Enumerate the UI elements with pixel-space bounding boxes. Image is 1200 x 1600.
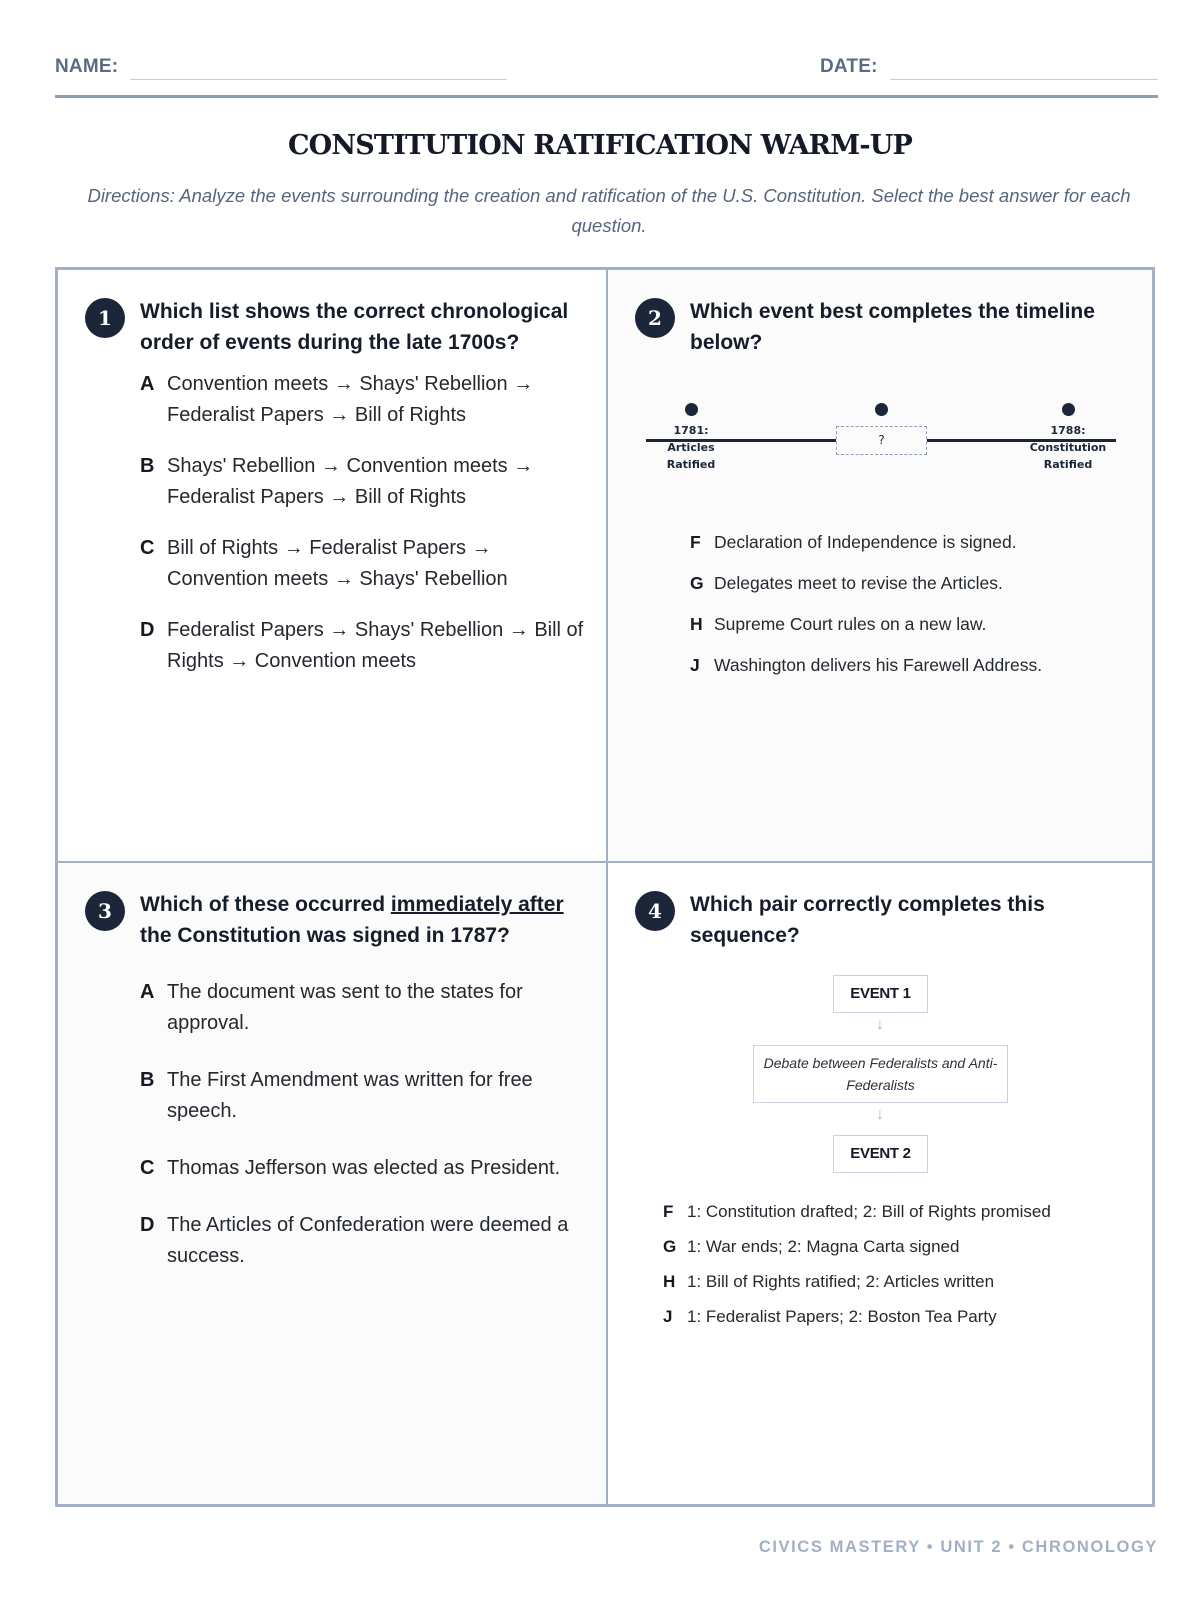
option-text: Bill of Rights → Federalist Papers → Convention meets → Shays' Rebellion [167, 537, 508, 590]
option-text: Convention meets → Shays' Rebellion → Federalist Papers → Bill of Rights [167, 373, 534, 426]
option-letter: D [140, 1214, 155, 1236]
question-4-options [663, 1200, 1051, 1340]
flow-middle-box: Debate between Federalists and Anti-Federalists [753, 1045, 1008, 1103]
option-letter: B [140, 455, 155, 477]
option-text: 1: Federalist Papers; 2: Boston Tea Party [687, 1307, 997, 1326]
option-text: Thomas Jefferson was elected as President. [167, 1157, 561, 1179]
question-4-text: Which pair correctly completes this sequence? [690, 893, 1045, 947]
option-letter: J [663, 1307, 673, 1326]
answer-option-j[interactable] [690, 653, 1042, 677]
worksheet-header [55, 52, 1158, 98]
answer-option-c[interactable] [140, 1153, 586, 1184]
question-1-panel [58, 270, 606, 861]
grid-horizontal-divider [58, 861, 1152, 863]
answer-option-j[interactable] [663, 1305, 1051, 1329]
option-letter: H [663, 1272, 676, 1291]
option-letter: C [140, 537, 155, 559]
footer-course-label: CIVICS MASTERY • UNIT 2 • CHRONOLOGY [758, 1538, 1158, 1556]
answer-option-a[interactable] [140, 977, 586, 1039]
question-3-text: Which of these occurred immediately after the Constitution was signed in 1787? [140, 893, 564, 947]
answer-option-d[interactable] [140, 615, 586, 677]
option-text: 1: Constitution drafted; 2: Bill of Rights promised [687, 1202, 1051, 1221]
name-label: NAME: [55, 56, 119, 77]
option-letter: B [140, 1069, 155, 1091]
grid-vertical-divider [606, 270, 608, 1504]
option-text: The Articles of Confederation were deemed a success. [167, 1214, 569, 1267]
question-2-options [690, 530, 1042, 694]
question-3-panel [58, 863, 606, 1504]
answer-option-b[interactable] [140, 1065, 586, 1127]
question-number-badge: 4 [635, 891, 675, 931]
arrow-down-icon: ↓ [876, 1106, 884, 1123]
option-text: 1: War ends; 2: Magna Carta signed [687, 1237, 960, 1256]
answer-option-f[interactable] [663, 1200, 1051, 1224]
option-letter: F [663, 1202, 674, 1221]
question-number-badge: 3 [85, 891, 125, 931]
answer-option-f[interactable] [690, 530, 1042, 554]
header-divider [55, 95, 1158, 98]
option-letter: A [140, 373, 155, 395]
question-2-text: Which event best completes the timeline below? [690, 300, 1095, 354]
answer-option-d[interactable] [140, 1210, 586, 1272]
option-letter: H [690, 614, 703, 634]
option-text: Washington delivers his Farewell Address. [714, 655, 1043, 675]
option-text: Delegates meet to revise the Articles. [714, 573, 1003, 593]
date-label: DATE: [820, 56, 878, 77]
option-letter: G [690, 573, 704, 593]
answer-option-b[interactable] [140, 451, 586, 513]
arrow-down-icon: ↓ [876, 1016, 884, 1033]
answer-option-g[interactable] [663, 1235, 1051, 1259]
timeline-dot-icon [875, 403, 888, 416]
date-field[interactable] [890, 79, 1158, 80]
timeline-label-1781: 1781: Articles Ratified [666, 424, 716, 471]
question-grid [55, 267, 1155, 1507]
option-letter: G [663, 1237, 677, 1256]
question-2-panel [608, 270, 1152, 861]
question-4-panel [608, 863, 1152, 1504]
page-title: CONSTITUTION RATIFICATION WARM-UP [287, 130, 913, 161]
answer-option-a[interactable] [140, 369, 586, 431]
timeline-diagram [646, 395, 1116, 485]
option-text: Shays' Rebellion → Convention meets → Federalist Papers → Bill of Rights [167, 455, 534, 508]
question-1-text: Which list shows the correct chronological order of events during the late 1700s? [140, 300, 569, 354]
option-text: Federalist Papers → Shays' Rebellion → Bill of Rights → Convention meets [167, 619, 584, 672]
timeline-label-1788: 1788: Constitution Ratified [1029, 424, 1107, 471]
option-letter: F [690, 532, 701, 552]
timeline-unknown-box: ? [836, 426, 927, 455]
option-text: The First Amendment was written for free speech. [167, 1069, 533, 1122]
answer-option-c[interactable] [140, 533, 586, 595]
name-field[interactable] [130, 79, 507, 80]
question-number-badge: 2 [635, 298, 675, 338]
answer-option-h[interactable] [690, 612, 1042, 636]
answer-option-h[interactable] [663, 1270, 1051, 1294]
emphasis-underline: immediately after [390, 893, 564, 916]
option-text: Supreme Court rules on a new law. [714, 614, 987, 634]
option-letter: D [140, 619, 155, 641]
option-text: The document was sent to the states for approval. [167, 981, 523, 1034]
question-3-options [140, 977, 586, 1298]
directions-text: Directions: Analyze the events surrounding the creation and ratification of the U.S. Constitution. Select the best answer for each question. [87, 185, 1131, 236]
timeline-dot-icon [1062, 403, 1075, 416]
question-1-options [140, 369, 586, 697]
flow-event-2-box: EVENT 2 [833, 1135, 928, 1173]
question-number-badge: 1 [85, 298, 125, 338]
option-text: 1: Bill of Rights ratified; 2: Articles written [687, 1272, 995, 1291]
option-letter: C [140, 1157, 155, 1179]
timeline-dot-icon [685, 403, 698, 416]
flow-event-1-box: EVENT 1 [833, 975, 928, 1013]
option-text: Declaration of Independence is signed. [714, 532, 1017, 552]
option-letter: A [140, 981, 155, 1003]
option-letter: J [690, 655, 700, 675]
answer-option-g[interactable] [690, 571, 1042, 595]
